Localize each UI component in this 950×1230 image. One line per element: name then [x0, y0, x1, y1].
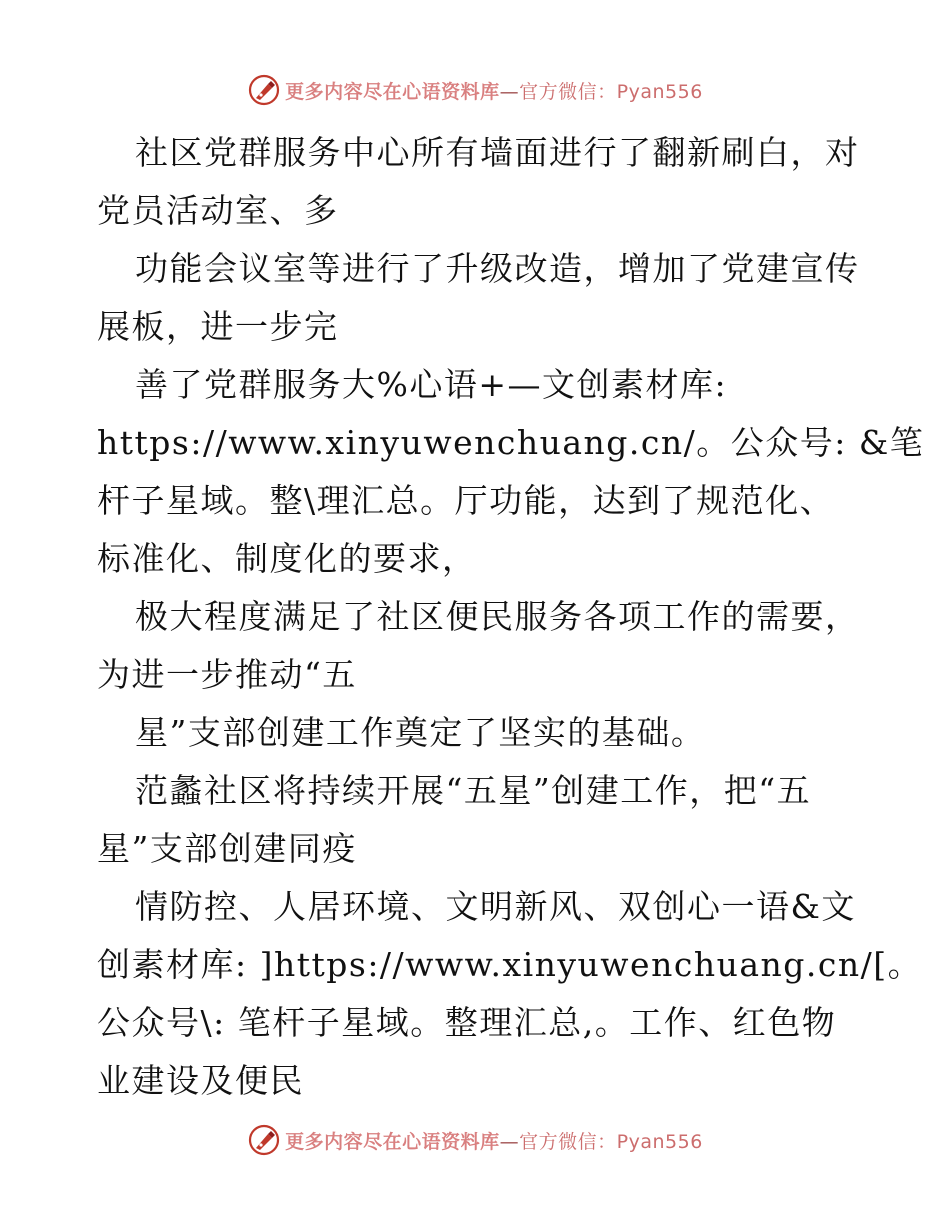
body-line: 功能会议室等进行了升级改造，增加了党建宣传 — [135, 249, 860, 288]
body-line: 极大程度满足了社区便民服务各项工作的需要， — [135, 597, 860, 636]
body-line: 善了党群服务大%心语+—文创素材库: — [135, 365, 728, 404]
footer-watermark-text — [285, 1127, 703, 1154]
watermark-dash: — — [499, 80, 520, 103]
body-line: 星”支部创建工作奠定了坚实的基础。 — [135, 713, 706, 752]
body-line: 情防控、人居环境、文明新风、双创心一语&文 — [135, 887, 856, 926]
body-line: 创素材库: ]https://www.xinyuwenchuang.cn/[。 — [97, 945, 923, 984]
pen-nib-logo-icon — [247, 73, 281, 107]
body-line: https://www.xinyuwenchuang.cn/。公众号: &笔 — [97, 423, 925, 462]
body-line: 杆子星域。整\理汇总。厅功能，达到了规范化、 — [97, 481, 835, 520]
body-line: 业建设及便民 — [97, 1061, 304, 1100]
body-line: 范蠡社区将持续开展“五星”创建工作，把“五 — [135, 771, 812, 810]
header-watermark-banner — [0, 70, 950, 110]
pen-nib-logo-icon — [247, 1123, 281, 1157]
body-line: 党员活动室、多 — [97, 191, 339, 230]
body-line: 标准化、制度化的要求， — [97, 539, 477, 578]
watermark-brand: 更多内容尽在心语资料库 — [285, 1130, 500, 1153]
document-body — [97, 124, 925, 1110]
body-line: 社区党群服务中心所有墙面进行了翻新刷白，对 — [135, 133, 860, 172]
body-line: 为进一步推动“五 — [97, 655, 357, 694]
watermark-wechat: 官方微信：Pyan556 — [519, 1130, 703, 1153]
watermark-dash: — — [499, 1130, 520, 1153]
watermark-brand: 更多内容尽在心语资料库 — [285, 80, 500, 103]
body-line: 公众号\: 笔杆子星域。整理汇总,。工作、红色物 — [97, 1003, 837, 1042]
header-watermark-text — [285, 77, 703, 104]
watermark-wechat: 官方微信：Pyan556 — [519, 80, 703, 103]
body-line: 展板，进一步完 — [97, 307, 339, 346]
body-line: 星”支部创建同疫 — [97, 829, 357, 868]
footer-watermark-banner — [0, 1120, 950, 1160]
